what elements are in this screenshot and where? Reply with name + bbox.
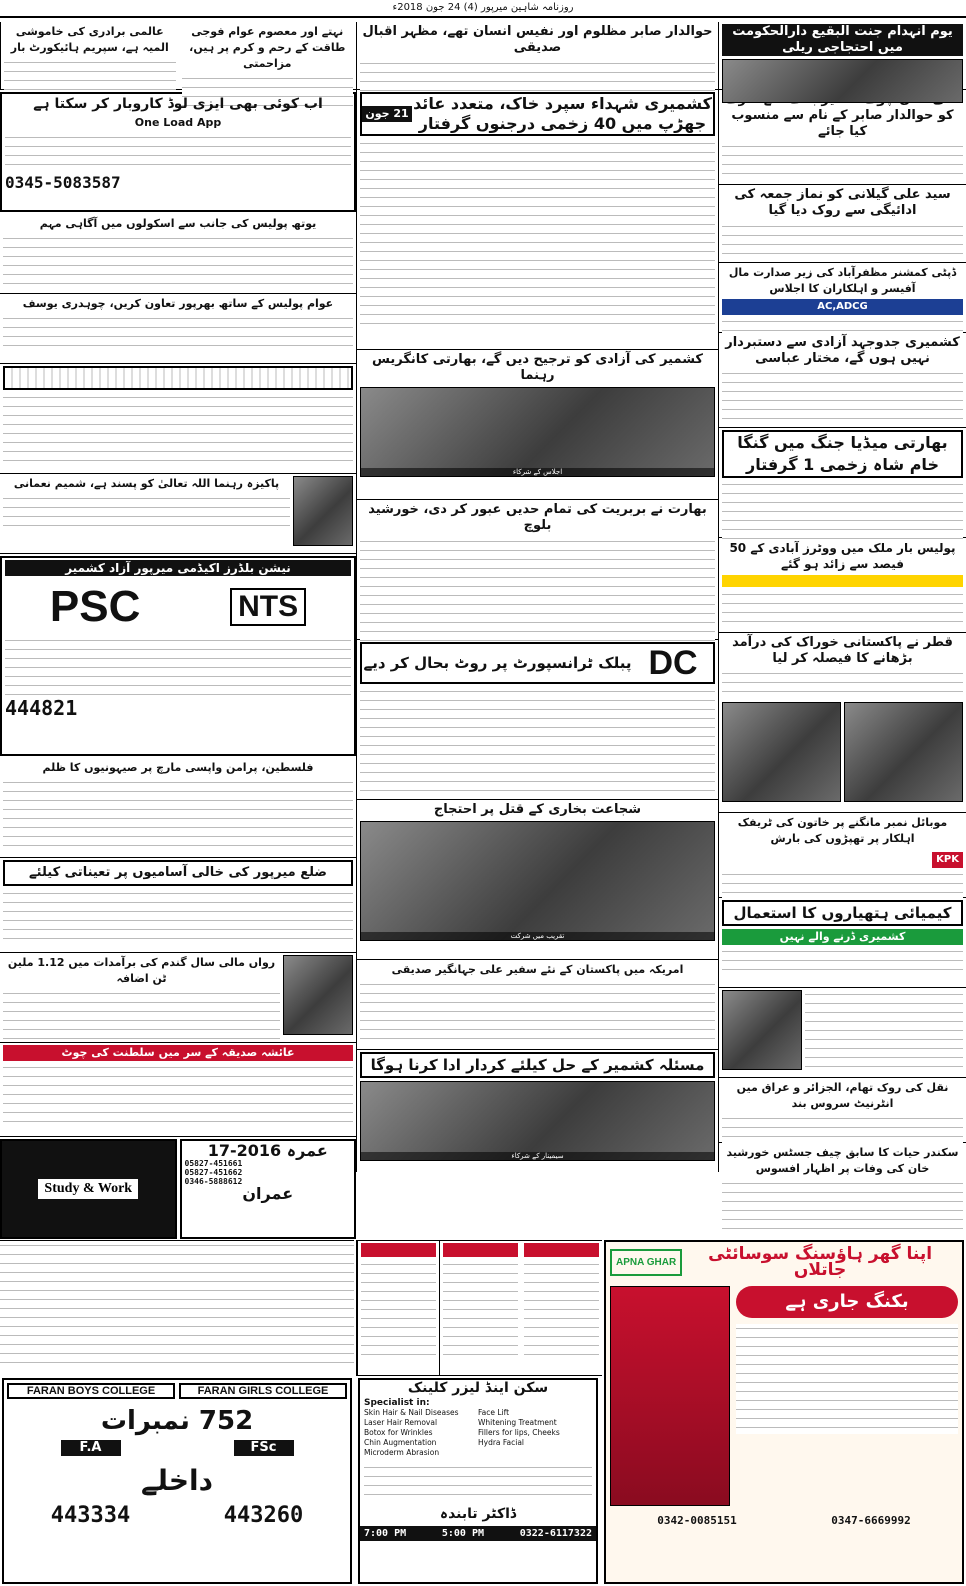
photo-caption: سیمینار کے شرکاء bbox=[361, 1152, 714, 1160]
news-block bbox=[0, 1043, 356, 1137]
article-text bbox=[722, 1114, 963, 1144]
clinic-doctor: ڈاکٹر تابندہ bbox=[439, 1506, 517, 1522]
ad-text bbox=[5, 636, 351, 696]
news-block bbox=[357, 800, 718, 960]
housing-phone: 0342-0085151 bbox=[657, 1514, 737, 1527]
clinic-phone: 0322-6117322 bbox=[519, 1528, 592, 1539]
headline: پاکیزہ رہنما اللہ تعالیٰ کو پسند ہے، شمیم نعمانی bbox=[13, 477, 280, 490]
article-text bbox=[524, 1260, 599, 1360]
headline: امریکہ میں پاکستان کے نئے سفیر علی جہانگیر صدیقی bbox=[391, 963, 684, 976]
article-text bbox=[3, 778, 353, 848]
photo-caption: تقریب میں شرکت bbox=[361, 932, 714, 940]
article-text bbox=[722, 222, 963, 262]
masthead-line: روزنامہ شاہین میرپور (4) 24 جون 2018ء bbox=[392, 2, 574, 13]
clinic-item: Face Lift bbox=[478, 1408, 510, 1417]
article-text bbox=[722, 369, 963, 424]
portrait-photo bbox=[283, 955, 353, 1035]
booking-label: بکنگ جاری ہے bbox=[736, 1286, 958, 1318]
article-text bbox=[0, 1241, 354, 1371]
faran-marks: 752 نمبرات bbox=[100, 1406, 254, 1436]
news-photo bbox=[722, 702, 841, 802]
highlight-bar bbox=[722, 575, 963, 587]
housing-title: اپنا گھر ہاؤسنگ سوسائٹی جاتلاں bbox=[708, 1244, 933, 1280]
clinic-time: 7:00 PM bbox=[364, 1528, 407, 1539]
headline: موبائل نمبر مانگنے پر خاتون کی ٹریفک اہلکار پر تھپڑوں کی بارش bbox=[737, 816, 948, 845]
portrait-photo bbox=[293, 476, 353, 546]
fa-label: F.A bbox=[61, 1440, 121, 1456]
news-block bbox=[439, 1241, 521, 1376]
clinic-list-title: Specialist in: bbox=[364, 1398, 430, 1408]
headline: مسئلہ کشمیر کے حل کیلئے کردار ادا کرنا ہوگا bbox=[360, 1052, 715, 1078]
lead-badge: 21 جون bbox=[362, 106, 412, 122]
umra-ad bbox=[180, 1139, 357, 1239]
clinic-time: 5:00 PM bbox=[441, 1528, 485, 1539]
news-block bbox=[357, 960, 718, 1050]
article-text bbox=[360, 139, 715, 329]
news-block bbox=[719, 333, 966, 428]
headline: پبلک ٹرانسپورٹ پر روٹ بحال کر دیے bbox=[363, 654, 632, 672]
article-text bbox=[3, 494, 290, 534]
lead-headline: کشمیری شہداء سپرد خاک، متعدد عائد جھڑپ میں 40 زخمی درجنوں گرفتار bbox=[413, 94, 712, 133]
kpk-badge: KPK bbox=[932, 852, 963, 868]
nts-label: NTS bbox=[230, 588, 306, 626]
clinic-item: Chin Augmentation bbox=[364, 1438, 437, 1447]
article-text bbox=[722, 669, 963, 699]
ad-phone: 444821 bbox=[5, 696, 78, 720]
study-label: Study & Work bbox=[38, 1179, 138, 1199]
headline: عوام پولیس کے ساتھ بھرپور تعاون کریں، چوہدری یوسف bbox=[22, 297, 334, 310]
model-photo bbox=[610, 1286, 730, 1506]
article-text bbox=[443, 1260, 518, 1360]
umra-phone: 05827-451662 bbox=[184, 1168, 243, 1177]
clinic-item: Fillers for lips, Cheeks bbox=[478, 1428, 560, 1437]
news-block bbox=[719, 428, 966, 538]
news-block bbox=[719, 813, 966, 898]
academy-ad bbox=[0, 556, 356, 756]
lead-story bbox=[357, 90, 718, 350]
article-text bbox=[361, 1260, 436, 1360]
article-text bbox=[3, 393, 353, 463]
masthead bbox=[0, 0, 966, 18]
article-text bbox=[360, 687, 715, 792]
news-block bbox=[719, 90, 966, 185]
faran-phone: 443260 bbox=[223, 1503, 304, 1528]
housing-society-ad bbox=[604, 1240, 964, 1584]
headline: پولیس بار ملک میں ووٹرز آبادی کے 50 فیصد سے زائد ہو گئے bbox=[729, 541, 956, 571]
clinic-item: Skin Hair & Nail Diseases bbox=[364, 1408, 459, 1417]
ad-text bbox=[364, 1463, 592, 1503]
faran-college-ad bbox=[2, 1378, 352, 1584]
housing-phone: 0347-6669992 bbox=[831, 1514, 911, 1527]
article-text bbox=[722, 947, 963, 977]
news-photo bbox=[360, 387, 715, 477]
article-text bbox=[360, 537, 715, 642]
news-block bbox=[357, 1050, 718, 1168]
news-block bbox=[0, 758, 356, 858]
headline bbox=[361, 1243, 436, 1257]
article-text bbox=[3, 989, 280, 1039]
news-block bbox=[0, 294, 356, 364]
headline: سید علی گیلانی کو نماز جمعہ کی ادائیگی سے روک دیا گیا bbox=[734, 187, 951, 218]
ad-text bbox=[5, 133, 351, 173]
headline: کشمیری جدوجہد آزادی سے دستبردار نہیں ہوں گے، مختار عباسی bbox=[725, 335, 960, 366]
psc-label: PSC bbox=[49, 582, 141, 631]
faran-girls: FARAN GIRLS COLLEGE bbox=[179, 1383, 347, 1399]
article-text bbox=[722, 142, 963, 182]
faran-phone: 443334 bbox=[50, 1503, 131, 1528]
news-block bbox=[357, 640, 718, 800]
headline: یوم انہدام جنت البقیع دارالحکومت میں احتجاجی ریلی bbox=[722, 24, 963, 56]
column-1 bbox=[718, 22, 966, 1175]
clinic-item: Hydra Facial bbox=[478, 1438, 525, 1447]
article-text bbox=[722, 590, 963, 630]
headline: بھارتی میڈیا جنگ میں گنگا خام شاہ زخمی 1 گرفتار bbox=[722, 430, 963, 478]
fsc-label: FSc bbox=[234, 1440, 294, 1456]
article-text bbox=[722, 1179, 963, 1234]
column-3 bbox=[0, 22, 356, 1203]
ad-phone: 0345-5083587 bbox=[5, 173, 121, 192]
photo-caption: اجلاس کے شرکاء bbox=[361, 468, 714, 476]
news-block bbox=[719, 22, 966, 90]
news-block bbox=[719, 538, 966, 633]
clinic-item: Botox for Wrinkles bbox=[364, 1428, 433, 1437]
clinic-item: Laser Hair Removal bbox=[364, 1418, 438, 1427]
study-ad bbox=[0, 1139, 177, 1239]
headline: نقل کی روک تھام، الجزائر و عراق میں انٹرنیٹ سروس بند bbox=[736, 1081, 949, 1110]
news-block bbox=[719, 633, 966, 813]
headline: حوالدار صابر مظلوم اور نفیس انسان تھے، مظہر اقبال صدیقی bbox=[362, 24, 713, 55]
headline: سکندر حیات کا سابق چیف جسٹس خورشید خان کی وفات پر اظہار افسوس bbox=[726, 1146, 959, 1175]
news-block bbox=[719, 263, 966, 333]
bottom-news-strip bbox=[356, 1240, 602, 1376]
news-block bbox=[0, 214, 356, 294]
umran-title: عمران bbox=[242, 1184, 294, 1203]
umra-phone: 0346-5888612 bbox=[184, 1177, 243, 1186]
news-photo bbox=[360, 1081, 715, 1161]
news-block bbox=[0, 22, 179, 89]
headline: شجاعت بخاری کے قتل پر احتجاج bbox=[433, 802, 642, 817]
news-block bbox=[719, 1143, 966, 1237]
news-block bbox=[357, 350, 718, 500]
umra-phone: 05827-451661 bbox=[184, 1159, 243, 1168]
headline: کیمیائی ہتھیاروں کا استعمال bbox=[722, 900, 963, 926]
news-block bbox=[0, 364, 356, 474]
small-ads-row bbox=[0, 1139, 356, 1239]
ad-text bbox=[736, 1324, 958, 1434]
ad-app: One Load App bbox=[134, 116, 222, 129]
dc-label: DC bbox=[648, 644, 698, 682]
news-block bbox=[179, 22, 357, 89]
news-photo bbox=[844, 702, 963, 802]
headline: ضلع میرپور کی خالی آسامیوں پر تعیناتی کیلئے bbox=[3, 860, 353, 886]
easyload-ad bbox=[0, 92, 356, 212]
headline bbox=[3, 366, 353, 390]
article-text bbox=[3, 314, 353, 354]
clinic-item: Whitening Treatment bbox=[478, 1418, 557, 1427]
headline: نہتے اور معصوم عوام فوجی طاقت کے رحم و کرم پر ہیں، مزاحمتی bbox=[189, 25, 346, 70]
article-text bbox=[805, 990, 963, 1070]
headline: یوتھ پولیس کی جانب سے اسکولوں میں آگاہی مہم bbox=[39, 217, 317, 230]
headline: قطر نے پاکستانی خوراک کی درآمد بڑھانے کا فیصلہ کر لیا bbox=[732, 635, 953, 666]
news-block bbox=[0, 953, 356, 1043]
headline: کو حوالدار صابر کے نام سے منسوب کیا جائے bbox=[731, 108, 954, 139]
headline: کشمیر کی آزادی کو ترجیح دیں گے، بھارتی کانگریس رہنما bbox=[372, 352, 703, 383]
portrait-photo bbox=[722, 990, 802, 1070]
faran-boys: FARAN BOYS COLLEGE bbox=[7, 1383, 175, 1399]
housing-brand: APNA GHAR bbox=[610, 1249, 682, 1276]
news-block bbox=[0, 858, 356, 953]
news-photo bbox=[722, 59, 963, 103]
ad-title: نیشن بلڈرز اکیڈمی میرپور آزاد کشمیر bbox=[5, 560, 351, 576]
article-text bbox=[4, 58, 176, 92]
news-block bbox=[719, 1078, 966, 1143]
bottom-left-strip bbox=[0, 1240, 354, 1376]
news-photo bbox=[360, 821, 715, 941]
article-text bbox=[3, 889, 353, 939]
news-block bbox=[357, 1241, 439, 1376]
sub-headline: AC,ADCG bbox=[722, 299, 963, 315]
news-block bbox=[0, 474, 356, 554]
article-text bbox=[3, 234, 353, 284]
news-block bbox=[719, 185, 966, 263]
umra-title: عمرہ 2016-17 bbox=[207, 1141, 328, 1160]
clinic-title: سکن اینڈ لیزر کلینک bbox=[407, 1380, 549, 1396]
sub-headline: کشمیری ڈرنے والے نہیں bbox=[722, 929, 963, 945]
article-text bbox=[360, 980, 715, 1040]
skin-clinic-ad bbox=[358, 1378, 598, 1584]
headline bbox=[524, 1243, 599, 1257]
headline: عالمی برادری کی خاموشی المیہ ہے، سپریم ہائیکورٹ بار bbox=[10, 25, 169, 54]
column-2 bbox=[356, 22, 718, 1172]
headline: رواں مالی سال گندم کی برآمدات میں 1.12 ملین ٹن اضافہ bbox=[7, 956, 276, 985]
news-block bbox=[521, 1241, 602, 1376]
news-block bbox=[357, 500, 718, 640]
ad-title: اب کوئی بھی ایزی لوڈ کاروبار کر سکتا ہے bbox=[33, 96, 323, 112]
headline: عائشہ صدیقہ کے سر میں سلطنت کی چوٹ bbox=[3, 1045, 353, 1061]
article-text bbox=[3, 1063, 353, 1128]
news-block bbox=[719, 898, 966, 988]
headline: ڈپٹی کمشنر مظفرآباد کی زیر صدارت مال آفیسر و اہلکاران کا اجلاس bbox=[728, 266, 957, 295]
news-block bbox=[357, 22, 718, 90]
headline: فلسطین، پرامن واپسی مارچ پر صیہونیوں کا ظلم bbox=[42, 761, 314, 774]
headline bbox=[443, 1243, 518, 1257]
clinic-item: Microderm Abrasion bbox=[364, 1448, 440, 1457]
article-text bbox=[722, 480, 963, 540]
faran-admission: داخلے bbox=[141, 1464, 213, 1497]
headline: بھارت نے بربریت کی تمام حدیں عبور کر دی، خورشید بلوچ bbox=[368, 502, 707, 533]
news-block bbox=[719, 988, 966, 1078]
